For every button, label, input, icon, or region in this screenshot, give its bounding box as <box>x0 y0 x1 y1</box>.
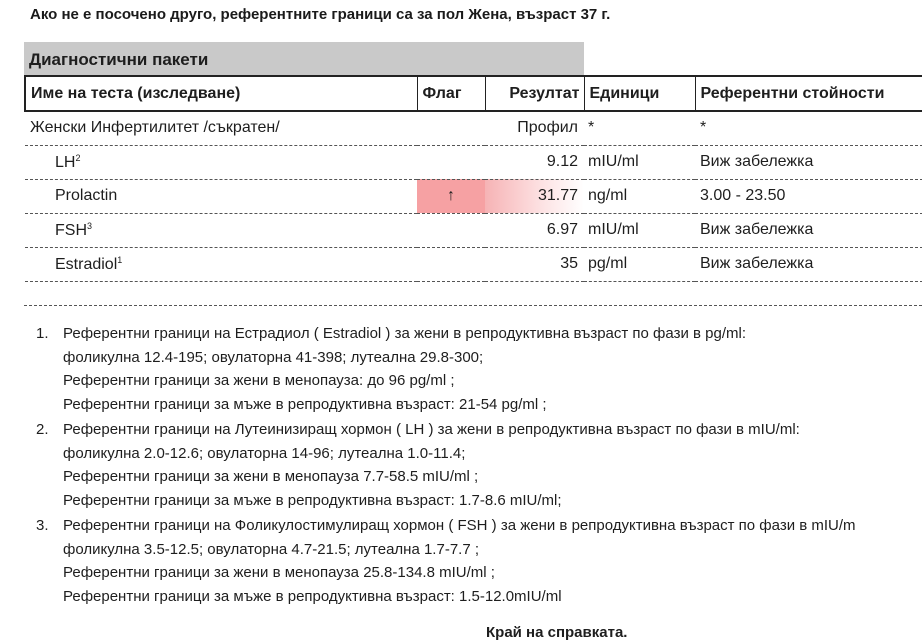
reference-note: Ако не е посочено друго, референтните граници са за пол Жена, възраст 37 г. <box>30 6 611 23</box>
reference-value: 3.00 - 23.50 <box>695 179 922 213</box>
footnote-ref: 3 <box>87 220 93 231</box>
table-row <box>25 247 922 281</box>
flag-cell <box>417 247 485 281</box>
footnote-number: 2. <box>36 421 49 438</box>
reference-value: * <box>695 111 922 145</box>
footnote-number: 1. <box>36 325 49 342</box>
units-value: * <box>584 111 695 145</box>
table-row <box>25 213 922 247</box>
header-test-name: Име на теста (изследване) <box>25 76 417 111</box>
units-value: ng/ml <box>584 179 695 213</box>
reference-value: Виж забележка <box>695 145 922 179</box>
header-units: Единици <box>584 76 695 111</box>
footnote-line: Референтни граници за жени в менопауза: до 96 pg/ml ; <box>63 372 455 389</box>
footnote-line: Референтни граници на Фоликулостимулиращ хормон ( FSH ) за жени в репродуктивна възраст по фази в mIU/m <box>63 517 856 534</box>
flag-cell <box>417 111 485 145</box>
header-result: Резултат <box>485 76 584 111</box>
test-name: $LH^2$ <box>25 145 417 179</box>
footnote-line: фоликулна 12.4-195; овулаторна 41-398; лутеална 29.8-300; <box>63 348 484 366</box>
result-value: 6.97 <box>485 213 584 247</box>
header-reference: Референтни стойности <box>695 76 922 111</box>
table-row <box>25 179 922 213</box>
units-value: pg/ml <box>584 247 695 281</box>
result-value: 35 <box>485 247 584 281</box>
results-table <box>24 75 922 282</box>
footnote-line: Референтни граници за мъже в репродуктивна възраст: 1.7-8.6 mIU/ml; <box>63 491 562 509</box>
footnote-line: Референтни граници за жени в менопауза 25.8-134.8 mIU/ml ; <box>63 564 495 581</box>
result-value: 9.12 <box>485 145 584 179</box>
footnote-item <box>36 322 922 416</box>
reference-value: Виж забележка <box>695 247 922 281</box>
footnote-ref: 1 <box>117 254 123 265</box>
footnote-line: Референтни граници на Лутеинизиращ хормон ( LH ) за жени в репродуктивна възраст по фази в mIU/ml: <box>63 421 800 438</box>
header-flag: Флаг <box>417 76 485 111</box>
report-end-text: Край на справката. <box>486 624 628 641</box>
reference-value: Виж забележка <box>695 213 922 247</box>
result-value: Профил <box>485 111 584 145</box>
footnote-line: фоликулна 2.0-12.6; овулаторна 14-96; лутеална 1.0-11.4; <box>63 444 466 462</box>
footnote-line: фоликулна 3.5-12.5; овулаторна 4.7-21.5; лутеална 1.7-7.7 ; <box>63 540 480 558</box>
footnote-line: Референтни граници на Естрадиол ( Estradiol ) за жени в репродуктивна възраст по фази в pg/ml: <box>63 325 746 342</box>
result-value: 31.77 <box>485 179 584 213</box>
footnote-item <box>36 418 922 512</box>
test-name: Estradiol$^1$ <box>25 247 417 281</box>
footnote-number: 3. <box>36 517 49 534</box>
flag-cell: ↑ <box>417 179 485 213</box>
footnote-line: Референтни граници за мъже в репродуктивна възраст: 21-54 pg/ml ; <box>63 395 547 413</box>
table-row <box>25 145 922 179</box>
footnotes <box>36 322 922 610</box>
footnote-ref: 2 <box>75 152 81 163</box>
test-name: Prolactin <box>25 179 417 213</box>
section-title: Диагностични пакети <box>24 42 584 75</box>
flag-cell <box>417 145 485 179</box>
units-value: mIU/ml <box>584 213 695 247</box>
footnote-item <box>36 514 922 608</box>
test-name: FSH$^3$ <box>25 213 417 247</box>
flag-cell <box>417 213 485 247</box>
test-name: Женски Инфертилитет /съкратен/ <box>25 111 417 145</box>
units-value: mIU/ml <box>584 145 695 179</box>
footnote-line: Референтни граници за мъже в репродуктивна възраст: 1.5-12.0mIU/ml <box>63 587 562 605</box>
table-header-row <box>25 76 922 111</box>
table-end-divider <box>24 305 922 306</box>
table-row <box>25 111 922 145</box>
footnote-line: Референтни граници за жени в менопауза 7.7-58.5 mIU/ml ; <box>63 468 479 485</box>
